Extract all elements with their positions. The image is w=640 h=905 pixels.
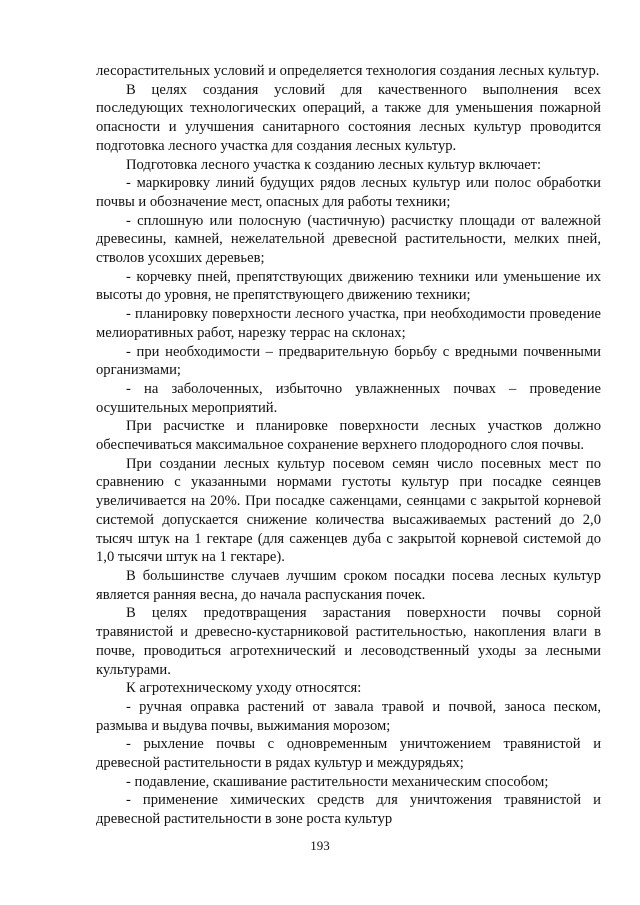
- list-item-drainage: - на заболоченных, избыточно увлажненных почвах – проведение осушительных мероприятий.: [96, 380, 601, 416]
- paragraph-2: В целях создания условий для качественного выполнения всех последующих технологических операций, а также для уменьшения пожарной опасности и улучшения санитарного состояния лесных культур проводится подготовка лесного участка для создания лесных культур.: [96, 81, 601, 154]
- paragraph-agrotech-heading: К агротехническому уходу относятся:: [126, 680, 362, 697]
- paragraph-planting-season: В большинстве случаев лучшим сроком посадки посева лесных культур является ранняя весна, до начала распускания почек.: [96, 567, 601, 603]
- paragraph-care: В целях предотвращения зарастания поверхности почвы сорной травянистой и древесно-кустарниковой растительностью, накопления влаги в почве, проводиться агротехнический и лесоводственный уходы за лесными культурами.: [96, 605, 601, 678]
- list-item-clearing: - сплошную или полосную (частичную) расчистку площади от валежной древесины, камней, нежелательной древесной растительности, мелких пней, стволов усохших деревьев;: [96, 212, 601, 267]
- list-item-marking: - маркировку линий будущих рядов лесных культур или полос обработки почвы и обозначение мест, опасных для работы техники;: [96, 175, 601, 210]
- paragraph-planting-density: При создании лесных культур посевом семян число посевных мест по сравнению с указанными нормами густоты культур при посадке сеянцев увеличивается на 20%. При посадке саженцами, сеянцами с закрытой корневой системой допускается снижение количества высаживаемых растений до 2,0 тысяч штук на 1 гектаре (для саженцев дуба с закрытой корневой системой до 1,0 тысячи штук на 1 гектаре).: [96, 455, 601, 566]
- list-item-stumping: - корчевку пней, препятствующих движению техники или уменьшение их высоты до уровня, не препятствующего движению техники;: [96, 268, 601, 304]
- list-item-mowing: - подавление, скашивание растительности механическим способом;: [126, 773, 549, 790]
- list-item-chemicals: - применение химических средств для уничтожения травянистой и древесной растительности в зоне роста культур: [96, 792, 601, 828]
- paragraph-topsoil: При расчистке и планировке поверхности лесных участков должно обеспечиваться максимальное сохранение верхнего плодородного слоя почвы.: [96, 418, 601, 454]
- list-item-pest-control: - при необходимости – предварительную борьбу с вредными почвенными организмами;: [96, 343, 601, 379]
- list-item-loosening: - рыхление почвы с одновременным уничтожением травянистой и древесной растительности в рядах культур и междурядьях;: [96, 736, 601, 772]
- list-item-leveling: - планировку поверхности лесного участка, при необходимости проведение мелиоративных работ, нарезку террас на склонах;: [96, 306, 601, 341]
- paragraph-1: лесорастительных условий и определяется технология создания лесных культур.: [96, 63, 600, 79]
- page-number: 193: [310, 838, 330, 853]
- paragraph-3: Подготовка лесного участка к созданию лесных культур включает:: [126, 156, 542, 173]
- document-body: [96, 62, 601, 829]
- list-item-manual-care: - ручная оправка растений от завала травой и почвой, заноса песком, размыва и выдува почвы, выжимания морозом;: [96, 698, 601, 734]
